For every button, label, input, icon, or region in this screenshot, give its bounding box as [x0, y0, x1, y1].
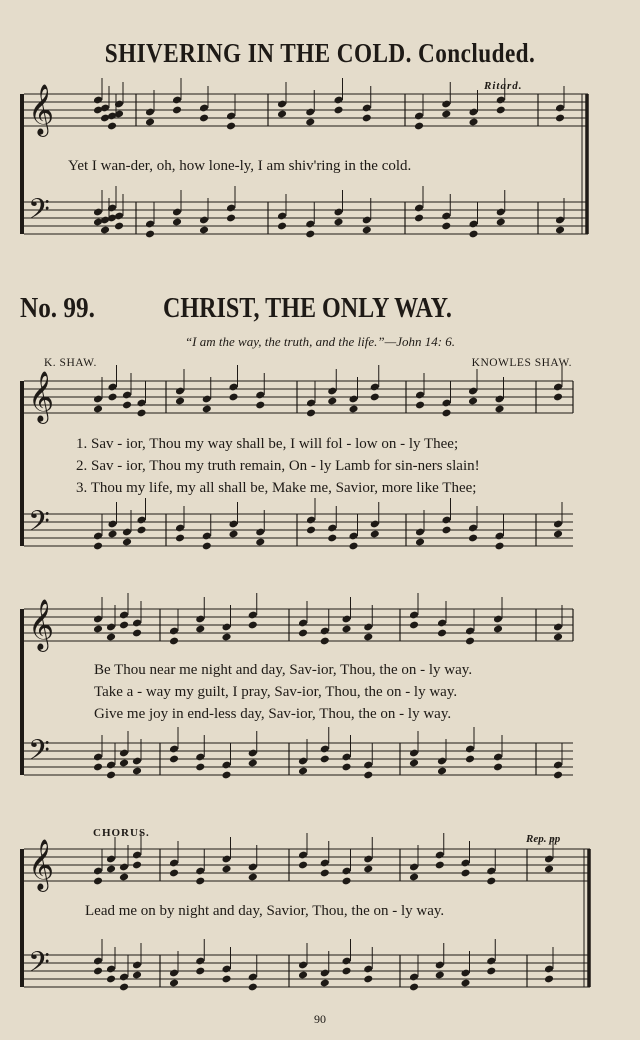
note-head: [544, 865, 554, 874]
lyricist-credit: K. SHAW.: [44, 357, 97, 369]
note-head: [106, 633, 116, 642]
note-head: [228, 530, 238, 539]
note-head: [544, 975, 554, 984]
note-head: [119, 621, 129, 630]
note-head: [494, 405, 504, 414]
note-head: [199, 114, 209, 123]
note-head: [106, 865, 116, 874]
treble-clef-icon: 𝄞: [28, 839, 55, 890]
note-head: [555, 226, 565, 235]
note-head: [119, 873, 129, 882]
note-head: [122, 538, 132, 547]
note-head: [341, 625, 351, 634]
note-head: [298, 767, 308, 776]
note-head: [106, 975, 116, 984]
note-head: [327, 397, 337, 406]
note-head: [221, 771, 231, 780]
note-head: [409, 873, 419, 882]
note-head: [248, 759, 258, 768]
note-head: [277, 222, 287, 231]
note-head: [553, 530, 563, 539]
verse-2-line: 2. Sav - ior, Thou my truth remain, On - ly Lamb for sin-ners slain!: [76, 458, 480, 474]
note-head: [169, 637, 179, 646]
note-head: [195, 763, 205, 772]
note-head: [93, 967, 103, 976]
note-head: [226, 214, 236, 223]
note-head: [122, 401, 132, 410]
note-head: [107, 530, 117, 539]
page-number: 90: [314, 1012, 326, 1026]
note-head: [441, 222, 451, 231]
note-head: [494, 542, 504, 551]
note-head: [333, 218, 343, 227]
note-head: [441, 110, 451, 119]
note-head: [553, 393, 563, 402]
note-head: [221, 633, 231, 642]
note-head: [363, 771, 373, 780]
ritard-marking: Ritard.: [484, 80, 523, 92]
note-head: [172, 218, 182, 227]
note-head: [132, 971, 142, 980]
note-head: [107, 393, 117, 402]
note-head: [306, 409, 316, 418]
treble-clef-icon: 𝄞: [28, 84, 55, 135]
note-head: [437, 629, 447, 638]
note-head: [468, 230, 478, 239]
note-head: [496, 218, 506, 227]
note-head: [93, 625, 103, 634]
note-head: [320, 637, 330, 646]
note-head: [145, 118, 155, 127]
note-head: [93, 877, 103, 886]
note-head: [136, 409, 146, 418]
note-head: [298, 971, 308, 980]
verse-2-continuation: Take a - way my guilt, I pray, Sav-ior, Thou, the on - ly way.: [94, 684, 458, 700]
note-head: [228, 393, 238, 402]
hymn-title: CHRIST, THE ONLY WAY.: [163, 293, 452, 324]
note-head: [493, 625, 503, 634]
note-head: [437, 767, 447, 776]
note-head: [298, 629, 308, 638]
note-head: [119, 759, 129, 768]
note-head: [248, 983, 258, 992]
note-head: [341, 877, 351, 886]
note-head: [93, 763, 103, 772]
note-head: [320, 979, 330, 988]
note-head: [327, 534, 337, 543]
note-head: [277, 110, 287, 119]
note-head: [341, 967, 351, 976]
note-head: [106, 771, 116, 780]
chorus-lyric: Lead me on by night and day, Savior, Thou, the on - ly way.: [85, 903, 445, 919]
note-head: [348, 542, 358, 551]
note-head: [195, 877, 205, 886]
note-head: [414, 122, 424, 131]
verse-1-continuation: Be Thou near me night and day, Sav-ior, Thou, the on - ly way.: [94, 662, 473, 678]
note-head: [460, 869, 470, 878]
note-head: [362, 114, 372, 123]
note-head: [363, 975, 373, 984]
note-head: [255, 538, 265, 547]
note-head: [341, 763, 351, 772]
composer-credit: KNOWLES SHAW.: [471, 357, 572, 369]
note-head: [202, 405, 212, 414]
note-head: [414, 214, 424, 223]
bass-clef-icon: 𝄢: [28, 505, 50, 545]
bass-clef-icon: 𝄢: [28, 193, 50, 233]
note-head: [555, 114, 565, 123]
note-head: [248, 621, 258, 630]
note-head: [132, 629, 142, 638]
note-head: [468, 397, 478, 406]
note-head: [195, 625, 205, 634]
note-head: [553, 633, 563, 642]
note-head: [486, 877, 496, 886]
note-head: [435, 971, 445, 980]
treble-clef-icon: 𝄞: [28, 371, 55, 422]
note-head: [132, 861, 142, 870]
note-head: [221, 975, 231, 984]
note-head: [169, 755, 179, 764]
treble-clef-icon: 𝄞: [28, 599, 55, 650]
note-head: [175, 397, 185, 406]
bass-clef-icon: 𝄢: [28, 946, 50, 986]
verse-1-line: 1. Sav - ior, Thou my way shall be, I will fol - low on - ly Thee;: [76, 436, 459, 452]
note-head: [496, 106, 506, 115]
note-head: [93, 405, 103, 414]
repeat-marking: Rep. pp: [526, 833, 561, 845]
verse-3-continuation: Give me joy in end-less day, Sav-ior, Thou, the on - ly way.: [94, 706, 452, 722]
note-head: [435, 861, 445, 870]
note-head: [114, 222, 124, 231]
note-head: [409, 759, 419, 768]
note-head: [465, 755, 475, 764]
note-head: [248, 873, 258, 882]
note-head: [320, 869, 330, 878]
note-head: [333, 106, 343, 115]
note-head: [348, 405, 358, 414]
chorus-label: CHORUS.: [93, 827, 150, 839]
note-head: [493, 763, 503, 772]
note-head: [305, 230, 315, 239]
note-head: [441, 409, 451, 418]
note-head: [132, 767, 142, 776]
hymn-number: No. 99.: [20, 293, 95, 324]
note-head: [298, 861, 308, 870]
verse-3-line: 3. Thou my life, my all shall be, Make me, Savior, more like Thee;: [76, 480, 477, 496]
note-head: [460, 979, 470, 988]
note-head: [441, 526, 451, 535]
note-head: [415, 538, 425, 547]
note-head: [93, 542, 103, 551]
note-head: [370, 530, 380, 539]
note-head: [169, 869, 179, 878]
note-head: [199, 226, 209, 235]
note-head: [107, 122, 117, 131]
note-head: [409, 621, 419, 630]
note-head: [145, 230, 155, 239]
note-head: [468, 534, 478, 543]
note-head: [255, 401, 265, 410]
note-head: [486, 967, 496, 976]
note-head: [172, 106, 182, 115]
note-head: [136, 526, 146, 535]
note-head: [221, 865, 231, 874]
bass-clef-icon: 𝄢: [28, 734, 50, 774]
note-head: [465, 637, 475, 646]
scripture-reference: “I am the way, the truth, and the life.”—John 14: 6.: [184, 334, 456, 349]
note-head: [363, 865, 373, 874]
note-head: [175, 534, 185, 543]
note-head: [363, 633, 373, 642]
note-head: [100, 226, 110, 235]
note-head: [119, 983, 129, 992]
song-title-concluded: SHIVERING IN THE COLD. Concluded.: [104, 38, 536, 68]
note-head: [226, 122, 236, 131]
note-head: [468, 118, 478, 127]
note-head: [195, 967, 205, 976]
note-head: [306, 526, 316, 535]
note-head: [553, 771, 563, 780]
note-head: [169, 979, 179, 988]
lyric-line: Yet I wan-der, oh, how lone-ly, I am shiv'ring in the cold.: [68, 158, 412, 174]
note-head: [305, 118, 315, 127]
note-head: [320, 755, 330, 764]
note-head: [370, 393, 380, 402]
note-head: [409, 983, 419, 992]
note-head: [415, 401, 425, 410]
note-head: [202, 542, 212, 551]
note-head: [362, 226, 372, 235]
